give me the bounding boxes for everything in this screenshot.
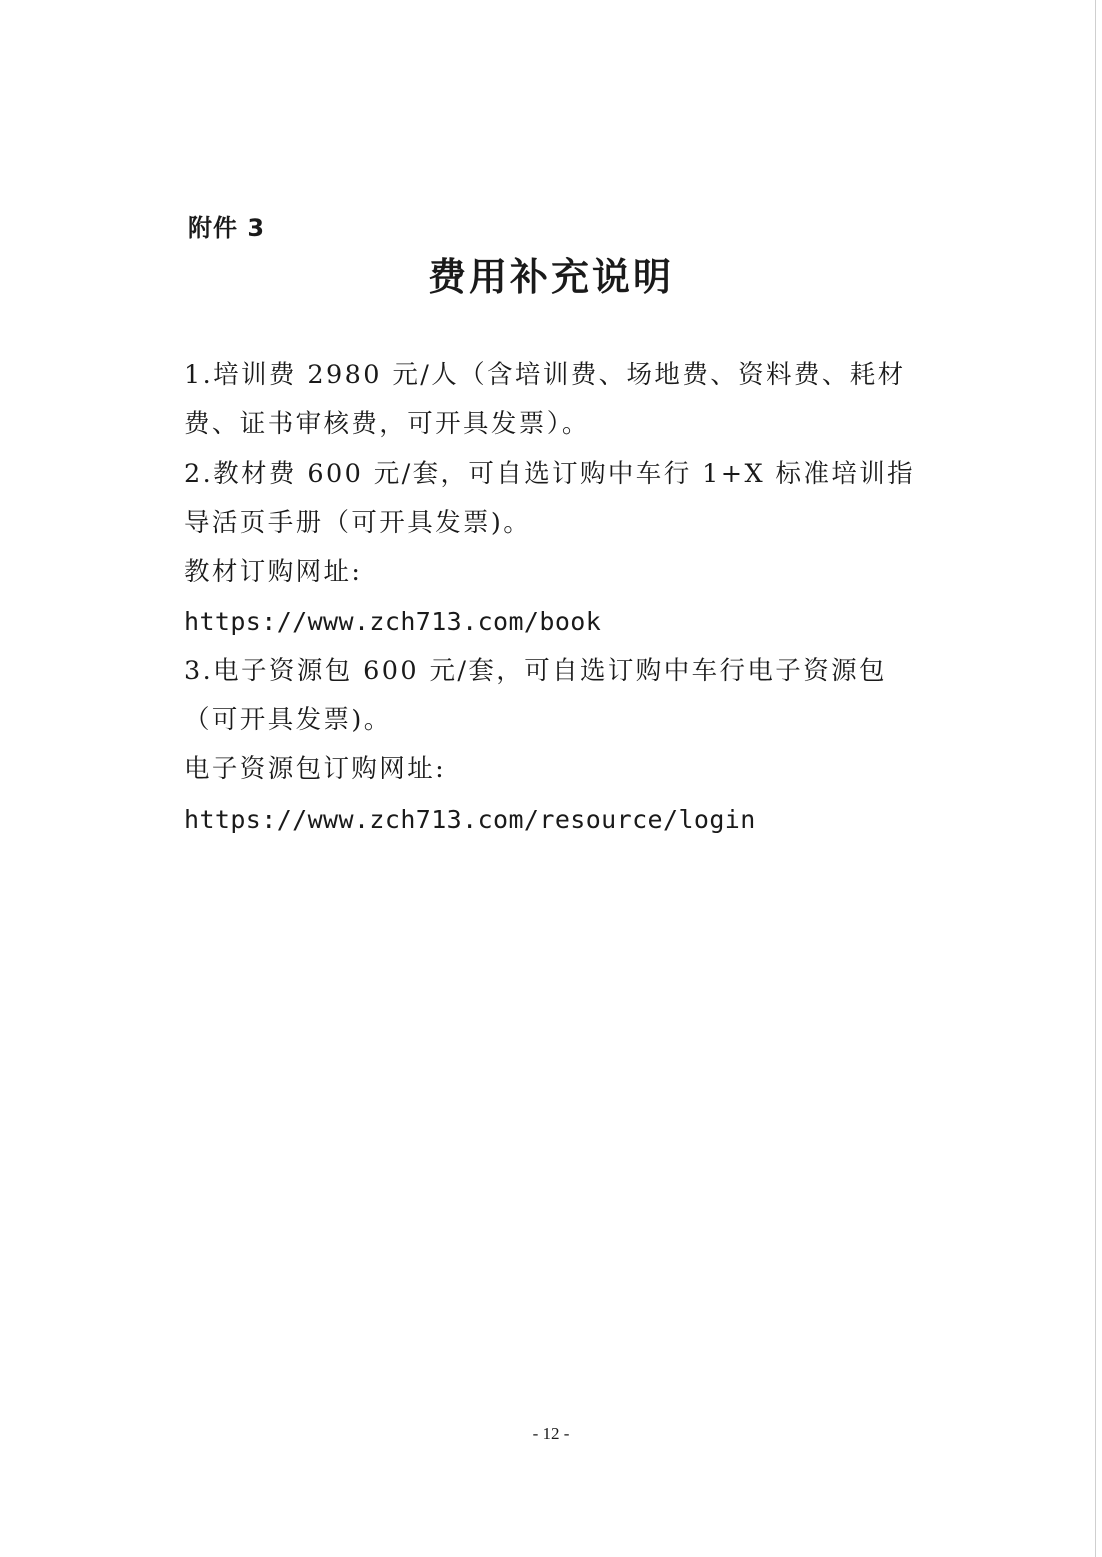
resource-url-link[interactable]: https://www.zch713.com/resource/login	[184, 804, 756, 834]
document-body	[184, 351, 924, 844]
fee-item-training: 1.培训费 2980 元/人（含培训费、场地费、资料费、耗材费、证书审核费，可开具发票）。	[184, 360, 906, 440]
page-edge-line	[1095, 0, 1096, 1557]
textbook-url-link[interactable]: https://www.zch713.com/book	[184, 607, 602, 637]
page-title: 费用补充说明	[427, 254, 674, 299]
textbook-url-label: 教材订购网址:	[184, 557, 363, 588]
fee-item-textbook: 2.教材费 600 元/套，可自选订购中车行 1+X 标准培训指导活页手册（可开具发票)。	[184, 458, 916, 538]
fee-item-resource-pack: 3.电子资源包 600 元/套，可自选订购中车行电子资源包（可开具发票)。	[184, 655, 887, 736]
resource-url-label: 电子资源包订购网址:	[184, 754, 447, 785]
page-number: - 12 -	[532, 1424, 570, 1443]
attachment-label: 附件 3	[188, 214, 266, 242]
